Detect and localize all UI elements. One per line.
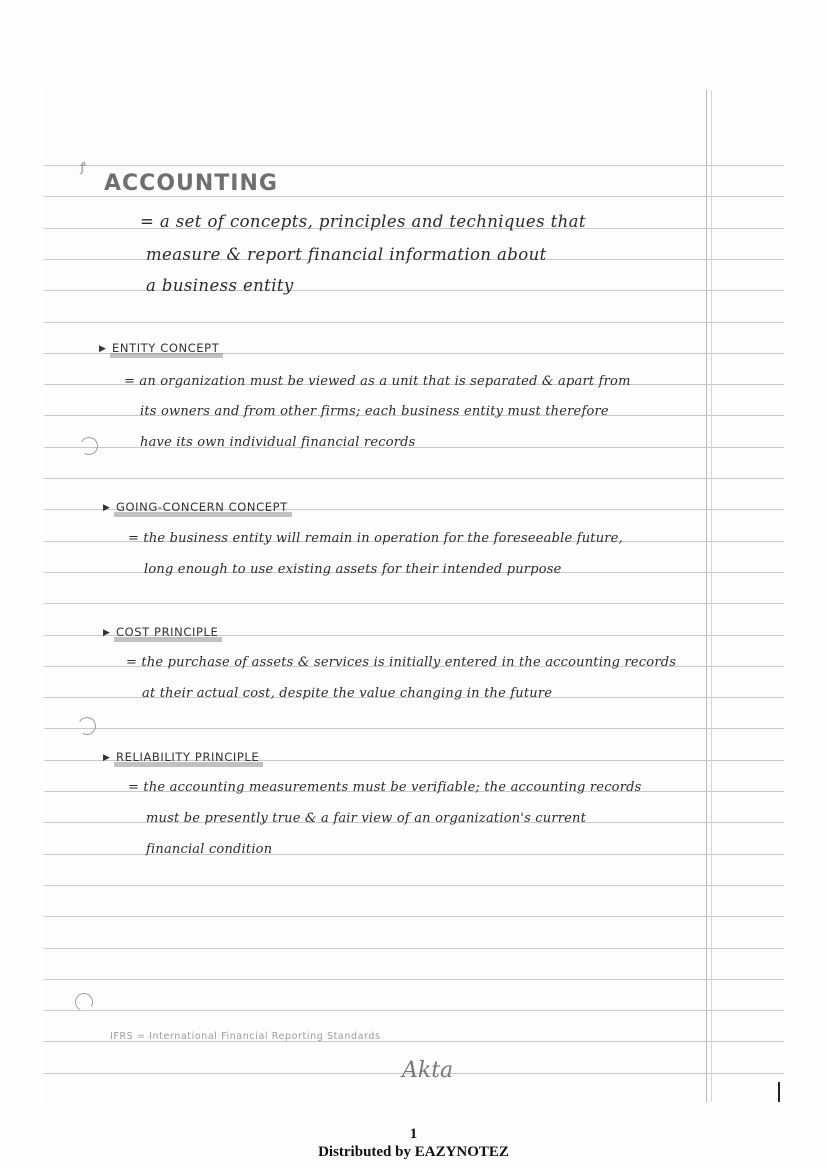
- margin-line: [711, 90, 712, 1102]
- definition-line: measure & report financial information about: [146, 245, 547, 264]
- ruled-line: [44, 322, 784, 323]
- ruled-line: [44, 1010, 784, 1011]
- ruled-line: [44, 916, 784, 917]
- section-line: financial condition: [146, 842, 273, 857]
- section-heading-entity-concept: ENTITY CONCEPT: [112, 341, 219, 355]
- distributed-by-footer: Distributed by EAZYNOTEZ: [318, 1144, 509, 1160]
- section-heading-going-concern: GOING-CONCERN CONCEPT: [116, 500, 288, 514]
- ruled-line: [44, 885, 784, 886]
- section-line: its owners and from other firms; each business entity must therefore: [140, 404, 609, 419]
- section-heading-cost-principle: COST PRINCIPLE: [116, 625, 218, 639]
- bullet-arrow-icon: ▶: [103, 628, 110, 638]
- ruled-line: [44, 603, 784, 604]
- section-line: = an organization must be viewed as a unit that is separated & apart from: [124, 374, 631, 389]
- ruled-line: [44, 979, 784, 980]
- section-line: = the accounting measurements must be verifiable; the accounting records: [128, 780, 642, 795]
- bullet-arrow-icon: ▶: [103, 503, 110, 513]
- ruled-line: [44, 728, 784, 729]
- highlight: [114, 762, 263, 767]
- section-line: at their actual cost, despite the value changing in the future: [142, 686, 553, 701]
- corner-mark: ꝭ: [80, 160, 86, 174]
- highlight: [114, 512, 292, 517]
- section-line: = the business entity will remain in operation for the foreseeable future,: [128, 531, 623, 546]
- ruled-line: [44, 478, 784, 479]
- highlight: [110, 353, 223, 358]
- signature: Akta: [402, 1058, 454, 1083]
- bullet-arrow-icon: ▶: [103, 753, 110, 763]
- ruled-line: [44, 165, 784, 166]
- section-line: have its own individual financial records: [140, 435, 416, 450]
- definition-line: = a set of concepts, principles and techniques that: [140, 212, 586, 231]
- ruled-line: [44, 948, 784, 949]
- section-line: = the purchase of assets & services is initially entered in the accounting records: [126, 655, 677, 670]
- scan-edge-mark: [778, 1082, 780, 1102]
- section-line: must be presently true & a fair view of an organization's current: [146, 811, 587, 826]
- page-number: 1: [409, 1126, 418, 1142]
- notebook-sheet: [44, 88, 827, 1103]
- page-title: ACCOUNTING: [104, 171, 278, 196]
- section-line: long enough to use existing assets for their intended purpose: [144, 562, 562, 577]
- ruled-line: [44, 196, 784, 197]
- definition-line: a business entity: [146, 276, 294, 295]
- section-heading-reliability-principle: RELIABILITY PRINCIPLE: [116, 750, 259, 764]
- highlight: [114, 637, 222, 642]
- footnote: IFRS = International Financial Reporting Standards: [110, 1031, 381, 1042]
- bullet-arrow-icon: ▶: [99, 344, 106, 354]
- margin-line: [706, 90, 707, 1102]
